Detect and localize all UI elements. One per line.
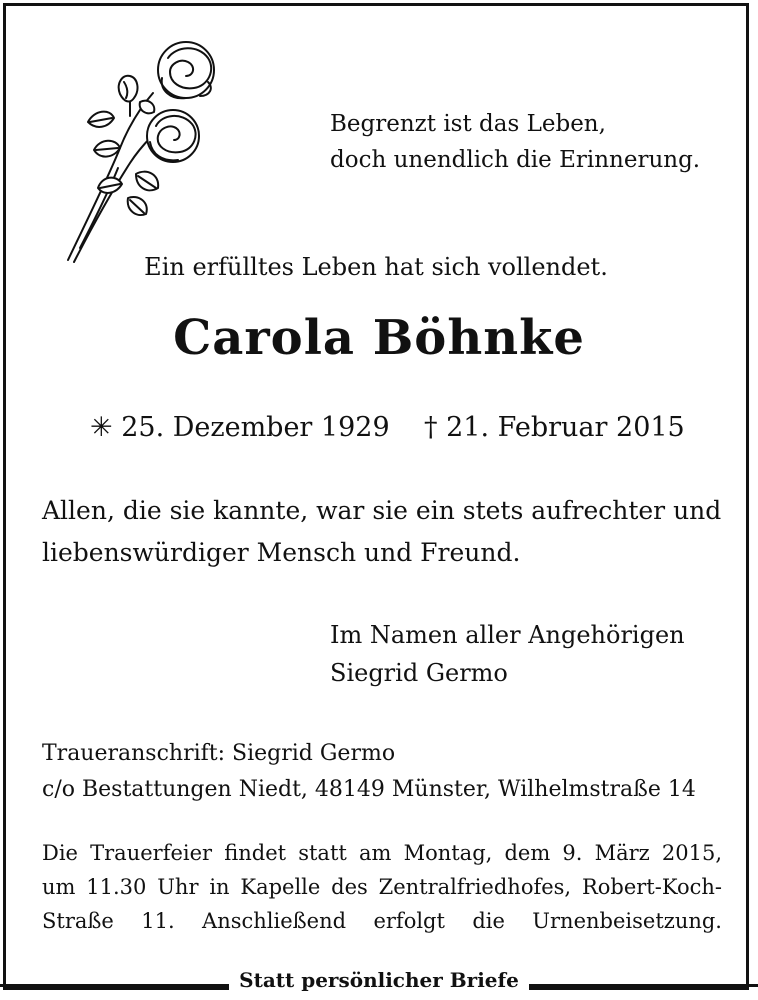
mourning-address	[42, 736, 696, 808]
ceremony-info	[42, 836, 722, 938]
signature-block	[330, 616, 685, 692]
address-line-1: Traueranschrift: Siegrid Germo	[42, 741, 396, 766]
footer-label-wrap	[0, 970, 758, 990]
signature-line-1: Im Namen aller Angehörigen	[330, 621, 685, 649]
tribute-line-1: Allen, die sie kannte, war sie ein stets aufrechter und	[42, 496, 722, 525]
ceremony-line-1: Die Trauerfeier findet statt am Montag, dem 9. März 2015,	[42, 841, 722, 865]
birth-date	[90, 414, 390, 441]
death-date-text: 21. Februar 2015	[446, 412, 685, 443]
footer-label: Statt persönlicher Briefe	[229, 968, 529, 992]
deceased-name: Carola Böhnke	[173, 310, 585, 366]
birth-date-text: 25. Dezember 1929	[121, 412, 390, 443]
signature-line-2: Siegrid Germo	[330, 659, 508, 687]
tribute-line-2: liebenswürdiger Mensch und Freund.	[42, 538, 521, 567]
intro-line: Ein erfülltes Leben hat sich vollendet.	[144, 253, 608, 281]
motto-line-1: Begrenzt ist das Leben,	[330, 111, 606, 137]
footer-banner	[0, 966, 758, 1000]
rose-icon	[58, 38, 223, 268]
birth-star-icon: ✳	[90, 412, 113, 443]
address-line-2: c/o Bestattungen Niedt, 48149 Münster, Wilhelmstraße 14	[42, 777, 696, 802]
ceremony-line-2: um 11.30 Uhr in Kapelle des Zentralfriedhofes, Robert-Koch-	[42, 875, 722, 899]
death-cross-icon: †	[424, 412, 438, 443]
ceremony-line-3: Straße 11. Anschließend erfolgt die Urnenbeisetzung.	[42, 909, 722, 933]
tribute-text	[42, 490, 721, 574]
motto-line-2: doch unendlich die Erinnerung.	[330, 147, 701, 173]
death-date	[424, 414, 685, 441]
motto	[330, 106, 700, 178]
